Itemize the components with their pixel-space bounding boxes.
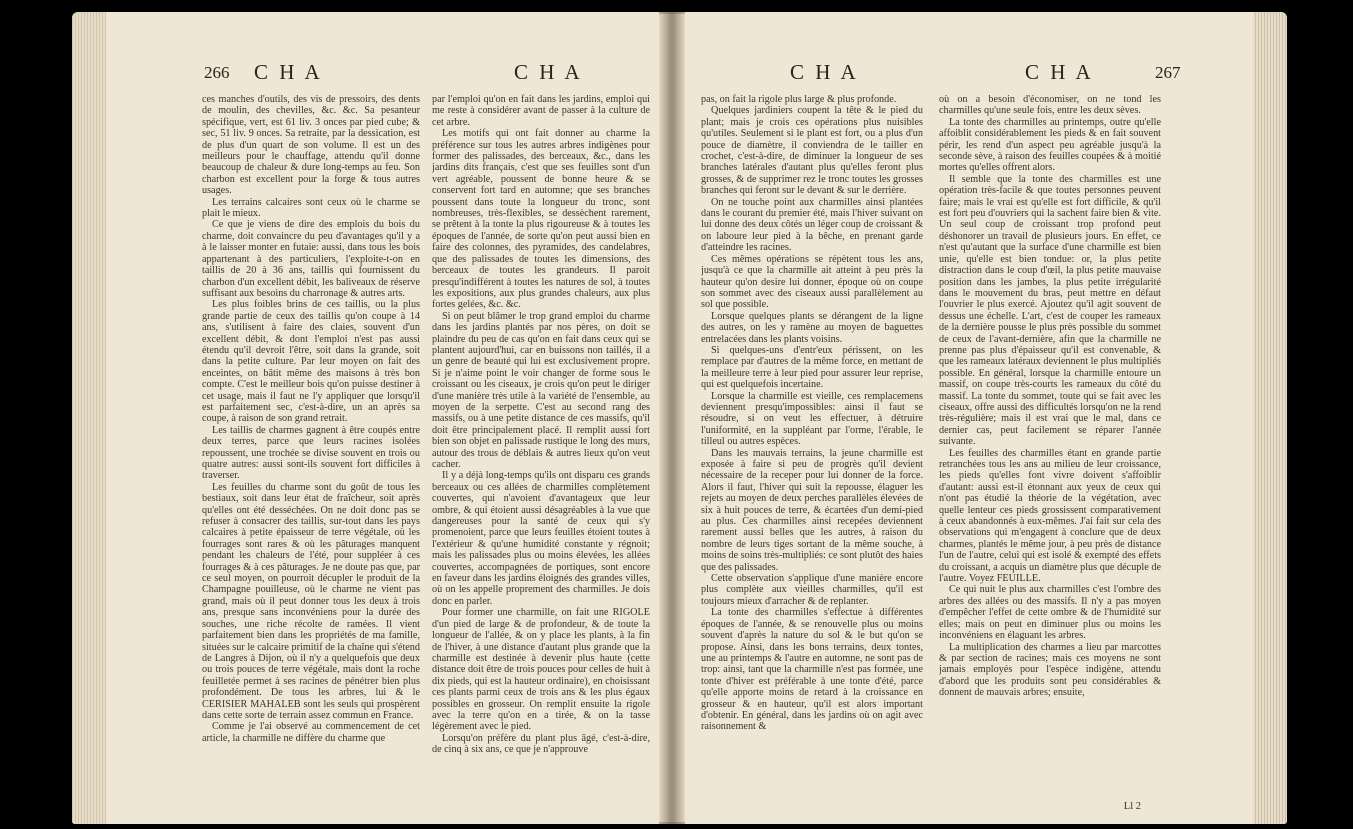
paragraph: Pour former une charmille, on fait une RIGOLE d'un pied de large & de profondeur, & de toute la longueur de l'allée, & on y place les plants, à la fin de l'hiver, à une distance d'autant plus grande que la charmille est destinée à devenir plus haute (cette distance doit être de trois pouces pour celles de huit à dix pieds, qui est la hauteur ordinaire), en choisissant ces plants parmi ceux de trois ans & les plus égaux possibles en grosseur. On remplit ensuite la rigole avec la terre qu'on en a tirée, & on la tasse légèrement avec le pied. — [432, 607, 650, 733]
right-head-word-2: C H A — [1025, 60, 1094, 84]
left-running-head — [106, 60, 659, 84]
paragraph: La multiplication des charmes a lieu par marcottes & par section de racines; mais ces moyens ne sont jamais employés pour l'espèce indigène, attendu d'abord que les produits sont peu considérables & donnent de mauvais arbres; ensuite, — [939, 641, 1161, 699]
paragraph: Les terrains calcaires sont ceux où le charme se plait le mieux. — [202, 196, 420, 220]
paragraph: La tonte des charmilles au printemps, outre qu'elle affoiblit considérablement les pieds & en fait souvent périr, les rend d'un aspect peu agréable jusqu'à la seconde sève, à raison des feuilles coupées & à moitié mortes qu'elles offrent alors. — [939, 116, 1161, 174]
book-gutter — [659, 12, 685, 824]
right-head-word-1: C H A — [790, 60, 859, 84]
paragraph: La tonte des charmilles s'effectue à différentes époques de l'année, & se renouvelle plus ou moins souvent d'après la nature du sol & le but qu'on se propose. Ainsi, dans les bons terrains, deux tontes, une au printemps & l'autre en automne, ne sont pas de trop: ainsi, tant que la charmille n'est pas formée, une tonte d'hiver est préférable à une tonte d'été, parce qu'elle apporte moins de retard à la croissance en grosseur & en hauteur, qu'il est alors important d'obtenir. En général, dans les jardins où on agit avec raisonnement & — [701, 607, 923, 733]
paragraph: Il y a déjà long-temps qu'ils ont disparu ces grands berceaux ou ces allées de charmilles complètement couvertes, qui n'avoient d'avantageux que leur ombre, & qui étoient aussi désagréables à la vue que dangereuses pour la santé de ceux qui s'y promenoient, parce que leurs feuilles étoient toutes à l'extérieur & qu'une humidité constante y régnoit; mais les palissades plus ou moins élevées, les allées couvertes, accompagnées de portiques, sont encore en faveur dans les jardins éloignés des grandes villes, où on les appelle proprement des charmilles. Je dois donc en parler. — [432, 470, 650, 607]
left-page-number: 266 — [204, 63, 230, 82]
paragraph: Lorsque la charmille est vieille, ces remplacemens deviennent presqu'impossibles: ainsi il faut se résoudre, si on veut les effectuer, à détruire l'uniformité, en la suppléant par l'orme, l'érable, le tilleul ou autres espèces. — [701, 390, 923, 448]
paragraph: Cette observation s'applique d'une manière encore plus complète aux vieilles charmilles, qu'il est toujours mieux d'arracher & de replanter. — [701, 573, 923, 607]
open-book — [72, 12, 1287, 824]
paragraph: Ce que je viens de dire des emplois du bois du charme, doit convaincre du peu d'avantages qu'il y a à le laisser monter en futaie: aussi, dans tous les bois appartenant à des particuliers, l'exploite-t-on en taillis de 20 à 36 ans, taillis qui fournissent du charbon d'un excellent débit, les baliveaux de réserve suffisant aux besoins du charronage & autres arts. — [202, 219, 420, 299]
paragraph: où on a besoin d'économiser, on ne tond les charmilles qu'une seule fois, entre les deux sèves. — [939, 94, 1161, 117]
paragraph: ces manches d'outils, des vis de pressoirs, des dents de moulin, des chevilles, &c. &c. Sa pesanteur spécifique, vert, est 61 liv. 3 onces par pied cube; & sec, 51 liv. 9 onces. Sa retraite, par la dessication, est de plus d'un quart de son volume. Il est un des meilleurs pour le chauffage, attendu qu'il donne beaucoup de chaleur & dure long-temps au feu. Son charbon est excellent pour la forge & tous autres usages. — [202, 94, 420, 197]
paragraph: Ces mêmes opérations se répètent tous les ans, jusqu'à ce que la charmille ait atteint à peu près la hauteur qu'on desire lui donner, époque où on coupe son sommet avec des ciseaux aussi parallèlement au sol que possible. — [701, 253, 923, 311]
paragraph: On ne touche point aux charmilles ainsi plantées dans le courant du premier été, mais l'hiver suivant on lui donne des deux côtés un léger coup de croissant & on laboure leur pied à la bêche, en prenant garde d'atteindre les racines. — [701, 196, 923, 254]
paragraph: Les motifs qui ont fait donner au charme la préférence sur tous les autres arbres indigènes pour former des palissades, des berceaux, &c., dans les jardins dits français, c'est que ses feuilles sont d'un vert agréable, poussent de bonne heure & se conservent fort tard en automne; que ses branches poussent dans toute la longueur du tronc, sont nombreuses, très-flexibles, se dessèchent rarement, se prêtent à la tonte la plus rigoureuse & à toutes les époques de l'année, de sorte qu'on peut aussi bien en faire des colonnes, des pyramides, des candelabres, que des palissades de toutes les dimensions, des berceaux de toutes les grandeurs. Il paroit presqu'indifférent à toutes les natures de sol, à toutes les expositions, aux plus grandes chaleurs, aux plus fortes gelées, &c. &c. — [432, 128, 650, 311]
paragraph: par l'emploi qu'on en fait dans les jardins, emploi qui me reste à considérer avant de passer à la culture de cet arbre. — [432, 94, 650, 128]
paragraph: Dans les mauvais terrains, la jeune charmille est exposée à faire si peu de progrès qu'il devient nécessaire de la receper pour lui donner de la force. Alors il faut, l'hiver qui suit la repousse, élaguer les rejets au moyen de deux perches parallèles élevées de six à huit pouces de terre, & écartées d'un demi-pied au plus. Ces charmilles ainsi recepées deviennent rarement aussi belles que les autres, à raison du nombre de leurs tiges sortant de la même souche, à moins de soins très-multipliés: ce sont plutôt des haies que des palissades. — [701, 447, 923, 573]
right-column-1 — [701, 94, 923, 808]
right-column-2 — [939, 94, 1161, 784]
paragraph: Si quelques-uns d'entr'eux périssent, on les remplace par d'autres de la même force, en mettant de la meilleure terre à leur pied pour assurer leur reprise, qui est quelquefois incertaine. — [701, 344, 923, 391]
paragraph: Lorsque quelques plants se dérangent de la ligne des autres, on les y ramène au moyen de baguettes entrelacées dans les plants voisins. — [701, 310, 923, 345]
paragraph: Il semble que la tonte des charmilles est une opération très-facile & que toutes personnes peuvent faire; mais le vrai est qu'elle est fort difficile, & qu'il est fort peu d'ouvriers qui la sachent faire bien & vite. Un seul coup de croissant trop profond peut déshonorer un travail de plusieurs jours. En effet, ce n'est qu'autant que la surface d'une charmille est bien unie, qu'elle est bien tondue: or, la plus petite distraction dans le coup d'œil, la plus petite mauvaise position dans les jambes, la plus petite irrégularité dans le mouvement du bras, peut mettre en défaut l'ouvrier le plus exercé. Ajoutez qu'il agit souvent de dessus une échelle. L'art, c'est de couper les rameaux de la dernière pousse le plus près possible du sommet de ceux de l'avant-dernière, afin que la charmille ne prenne pas plus d'épaisseur qu'il est convenable, & que les rameaux latéraux deviennent le plus multipliés possible. En général, lorsque la charmille entoure un massif, on coupe très-courts les rameaux du côté du massif. La tonte du sommet, toute qui se fait avec les ciseaux, offre aussi des difficultés lorsqu'on ne la rend très-régulière; mais il est vrai que le mal, dans ce dernier cas, peut facilement se réparer l'année suivante. — [939, 173, 1161, 448]
paragraph: Les feuilles des charmilles étant en grande partie retranchées tous les ans au milieu de leur croissance, les pieds qu'elles font vivre doivent s'affoiblir d'autant: aussi est-il étonnant aux yeux de ceux qui n'ont pas étudié la théorie de la végétation, avec quelle lenteur ces pieds grossissent comparativement à ceux abandonnés à eux-mêmes. J'ai fait sur cela des observations qui m'engagent à conclure que de deux charmes, plantés le même jour, à peu près de distance l'un de l'autre, celui qui est isolé & exempté des effets du croissant, a acquis un diamètre plus que décuple de l'autre. Voyez FEUILLE. — [939, 447, 1161, 585]
right-page-number: 267 — [1155, 63, 1181, 82]
paragraph: Les feuilles du charme sont du goût de tous les bestiaux, soit dans leur état de fraîcheur, soit après qu'elles ont été desséchées. On ne doit donc pas se refuser à consacrer des taillis, sur-tout dans les pays calcaires à petite épaisseur de terre végétale, où les fourrages sont rares & où les pâturages manquent pendant les chaleurs de l'été, pour suppléer à ces fourrages & à ces pâturages. Je ne doute pas que, par ce seul moyen, on pourroit décupler le produit de la Champagne pouilleuse, où le charme ne vient pas grand, mais où il peut donner tous les deux à trois ans, presque sans inconvéniens pour la durée des souches, une riche récolte de ramées. Il vient parfaitement bien dans les propriétés de ma famille, situées sur le calcaire primitif de la chaîne qui s'étend de Langres à Dijon, où il n'y a quelquefois que deux ou trois pouces de terre végétale, mais dont la roche feuilletée permet à ses racines de pénétrer bien plus profondément. De tous les arbres, lui & le CERISIER MAHALEB sont les seuls qui prospèrent dans cette sorte de terrain assez commun en France. — [202, 481, 420, 721]
paragraph: Lorsqu'on préfère du plant plus âgé, c'est-à-dire, de cinq à six ans, ce que je n'approuve — [432, 732, 650, 756]
left-head-word-2: C H A — [514, 60, 583, 84]
paragraph: Ce qui nuit le plus aux charmilles c'est l'ombre des arbres des allées ou des massifs. Il n'y a pas moyen d'empêcher l'effet de cette ombre & de l'humidité sur elles; mais on peut en diminuer plus ou moins les inconvéniens en élaguant les arbres. — [939, 584, 1161, 642]
right-page — [685, 12, 1253, 824]
catchword: Ll 2 — [1123, 801, 1141, 812]
left-column-1 — [202, 94, 420, 808]
page-edges-right — [1253, 12, 1287, 824]
right-running-head — [685, 60, 1253, 84]
paragraph: Comme je l'ai observé au commencement de cet article, la charmille ne diffère du charme que — [202, 721, 420, 744]
left-page — [106, 12, 659, 824]
paragraph: Les taillis de charmes gagnent à être coupés entre deux terres, parce que leurs racines isolées repoussent, une trochée se divise souvent en trois ou quatre autres: aussi sont-ils souvent fort difficiles à traverser. — [202, 424, 420, 482]
paragraph: pas, on fait la rigole plus large & plus profonde. — [701, 94, 897, 105]
paragraph: Si on peut blâmer le trop grand emploi du charme dans les jardins plantés par nos pères, on doit se plaindre du peu de cas qu'on en fait dans ceux qui se plantent aujourd'hui, car en buissons non taillés, il a un genre de beauté qui lui est exclusivement propre. Si je n'aime point le voir changer de forme sous le croissant ou les ciseaux, je crois qu'on peut le diriger d'une manière très utile à la variété de l'ensemble, au moyen de la serpette. C'est au second rang des massifs, ou à une petite distance de ces massifs, qu'il doit être principalement placé. Il remplit aussi fort bien son objet en palissade rustique le long des murs, autour des trous de déblais & autres lieux qu'on veut cacher. — [432, 310, 650, 470]
paragraph: Les plus foibles brins de ces taillis, ou la plus grande partie de ceux des taillis qu'on coupe à 14 ans, s'utilisent à faire des claies, souvent d'un excellent débit, & dont l'emploi n'est pas aussi étendu qu'il devroit l'être, soit dans la grande, soit dans la petite culture. Par leur moyen on fait des enceintes, on bâtit même des maisons à très bon compte. C'est le meilleur bois qu'on puisse destiner à cet usage, mais il faut ne l'y appliquer que lorsqu'il est parfaitement sec, c'est-à-dire, un an après sa coupe, à raison de son grand retrait. — [202, 299, 420, 425]
paragraph: Quelques jardiniers coupent la tête & le pied du plant; mais je crois ces opérations plus nuisibles qu'utiles. Seulement si le plant est fort, ou a plus d'un pouce de diamètre, il conviendra de le tailler en crochet, c'est-à-dire, de diminuer la longueur de ses branches latérales d'autant plus qu'elles feront plus grosses, & de supprimer rez le tronc toutes les grosses branches qui feront sur le devant & sur le derrière. — [701, 105, 923, 197]
page-edges-left — [72, 12, 106, 824]
left-column-2 — [432, 94, 650, 808]
left-head-word-1: C H A — [254, 60, 323, 84]
